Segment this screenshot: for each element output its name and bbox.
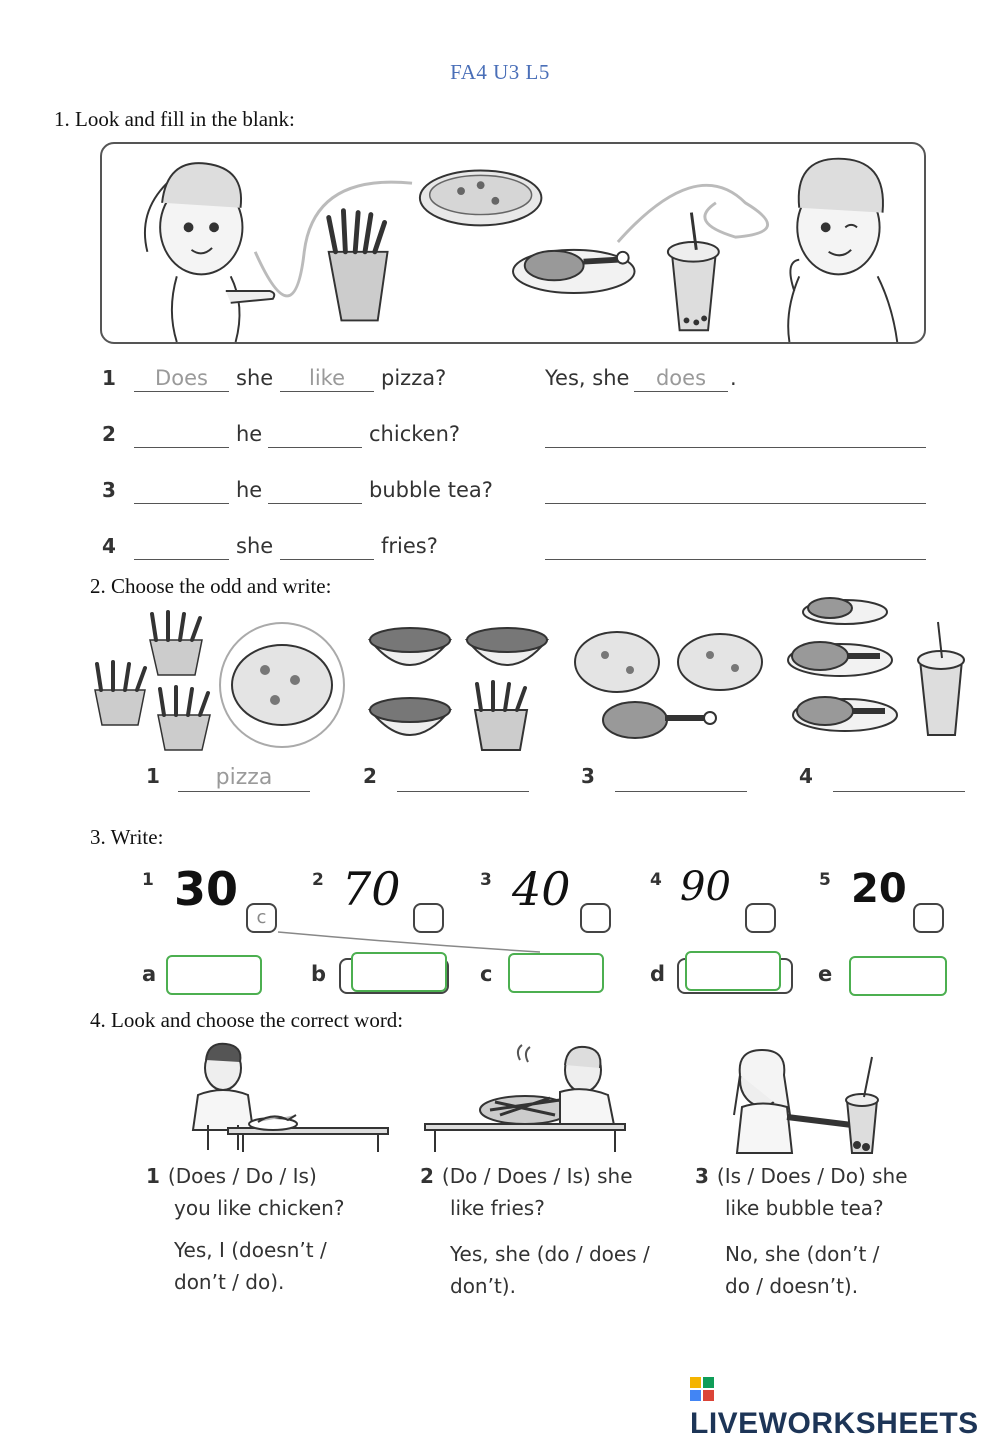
choose-item-1-line2: you like chicken? [174,1196,345,1220]
answer-box-a[interactable] [166,955,262,995]
girl-with-bubble-tea-picture [712,1045,902,1155]
q3-blank-like[interactable] [268,476,362,504]
q1-number: 1 [102,366,116,390]
q1-blank-verb[interactable] [134,364,229,392]
number-item-1-value: 30 [174,862,239,916]
number-item-3-value: 40 [512,862,571,916]
section-2-title: 2. Choose the odd and write: [90,574,332,598]
choose-item-2-number: 2 [420,1164,434,1188]
bubble-tea-drawing [668,213,719,331]
choose-item-2-line2: like fries? [450,1196,545,1220]
odd-item-3-answer[interactable] [615,764,747,792]
q4-row [100,530,930,564]
odd-item-1-answer-text: pizza [215,765,273,790]
choose-item-1-line4[interactable]: don’t / do). [174,1270,285,1294]
q1-blank-like-text: like [308,366,345,390]
food-preferences-illustration [100,142,926,344]
q2-blank-like[interactable] [268,420,362,448]
q3-answer-line[interactable] [545,476,926,504]
kids-food-scene [102,144,924,342]
odd-one-out-drawing [90,600,970,760]
section-1-title: 1. Look and fill in the blank: [54,107,295,131]
choose-item-3 [695,1160,955,1302]
answer-box-d[interactable] [685,951,781,991]
odd-item-1-number: 1 [146,764,160,788]
q4-blank-verb[interactable] [134,532,229,560]
match-box-3[interactable] [580,903,611,933]
odd-item-2-answer[interactable] [397,764,529,792]
girl-with-fries-picture [420,1040,645,1155]
q4-food: fries? [381,534,438,558]
group1-fries-and-pizza [95,612,344,750]
odd-one-out-pictures [90,600,970,760]
q1-answer-blank[interactable] [634,364,728,392]
match-box-4[interactable] [745,903,776,933]
worksheet-title: FA4 U3 L5 [450,60,550,84]
odd-item-4-answer[interactable] [833,764,965,792]
fries-drawing [329,211,388,321]
answer-box-e[interactable] [849,956,947,996]
liveworksheets-logo-icon [690,1377,714,1401]
q2-number: 2 [102,422,116,446]
match-box-5[interactable] [913,903,944,933]
q3-subject: he [236,478,263,502]
pizza-drawing [420,170,542,225]
q1-blank-verb-text: Does [155,366,208,390]
q4-number: 4 [102,534,116,558]
q2-subject: he [236,422,263,446]
choose-item-3-line3[interactable]: No, she (don’t / [725,1242,880,1266]
q1-food: pizza? [381,366,447,390]
odd-item-1-answer[interactable] [178,764,310,792]
q2-blank-verb[interactable] [134,420,229,448]
letter-d: d [650,962,666,986]
number-item-2-index: 2 [312,870,324,890]
q1-answer-period: . [730,366,737,390]
choose-item-2 [420,1160,680,1302]
section-4-title: 4. Look and choose the correct word: [90,1008,404,1032]
liveworksheets-logo [690,1373,1000,1440]
q3-row [100,474,930,508]
q1-blank-like[interactable] [280,364,374,392]
choose-item-1-line1[interactable]: (Does / Do / Is) [167,1164,317,1188]
liveworksheets-logo-text: LIVEWORKSHEETS [690,1407,979,1440]
choose-item-3-line4[interactable]: do / doesn’t). [725,1274,859,1298]
choose-item-1-number: 1 [146,1164,160,1188]
number-item-4-value: 90 [680,864,731,910]
choose-item-1-line3[interactable]: Yes, I (doesn’t / [174,1238,327,1262]
q4-subject: she [236,534,274,558]
choose-item-3-line1[interactable]: (Is / Does / Do) she [716,1164,908,1188]
q4-blank-like[interactable] [280,532,374,560]
number-item-4-index: 4 [650,870,662,890]
number-item-5-index: 5 [819,870,831,890]
q3-number: 3 [102,478,116,502]
q1-row [100,362,930,396]
answer-box-b[interactable] [351,952,447,992]
q1-answer-prefix: Yes, she [545,366,630,390]
answer-box-c[interactable] [508,953,604,993]
choose-item-2-line4[interactable]: don’t). [450,1274,516,1298]
q3-blank-verb[interactable] [134,476,229,504]
group2-bowls-and-fries [370,628,547,750]
q1-subject: she [236,366,274,390]
choose-item-2-line1[interactable]: (Do / Does / Is) she [441,1164,633,1188]
choose-item-1 [146,1160,396,1298]
group4-chicken-and-tea [788,598,964,735]
q2-food: chicken? [369,422,461,446]
q2-row [100,418,930,452]
choose-item-3-number: 3 [695,1164,709,1188]
boy-eating-chicken-picture [168,1040,396,1155]
q4-answer-line[interactable] [545,532,926,560]
number-item-3-index: 3 [480,870,492,890]
q3-food: bubble tea? [369,478,493,502]
number-item-5-value: 20 [851,866,907,912]
letter-e: e [818,962,833,986]
chicken-drawing [513,250,635,293]
choose-item-3-line2: like bubble tea? [725,1196,884,1220]
letter-b: b [311,962,327,986]
choose-item-2-line3[interactable]: Yes, she (do / does / [450,1242,650,1266]
odd-item-3-number: 3 [581,764,595,788]
number-item-1-index: 1 [142,870,154,890]
q1-answer-blank-text: does [655,366,707,390]
odd-item-2-number: 2 [363,764,377,788]
boy-figure [788,159,897,342]
q2-answer-line[interactable] [545,420,926,448]
odd-item-4-number: 4 [799,764,813,788]
match-box-1[interactable]: c [246,903,277,933]
section-3-title: 3. Write: [90,825,164,849]
number-item-2-value: 70 [342,862,401,916]
letter-c: c [480,962,493,986]
letter-a: a [142,962,157,986]
group3-pizza-and-chicken [575,632,762,738]
